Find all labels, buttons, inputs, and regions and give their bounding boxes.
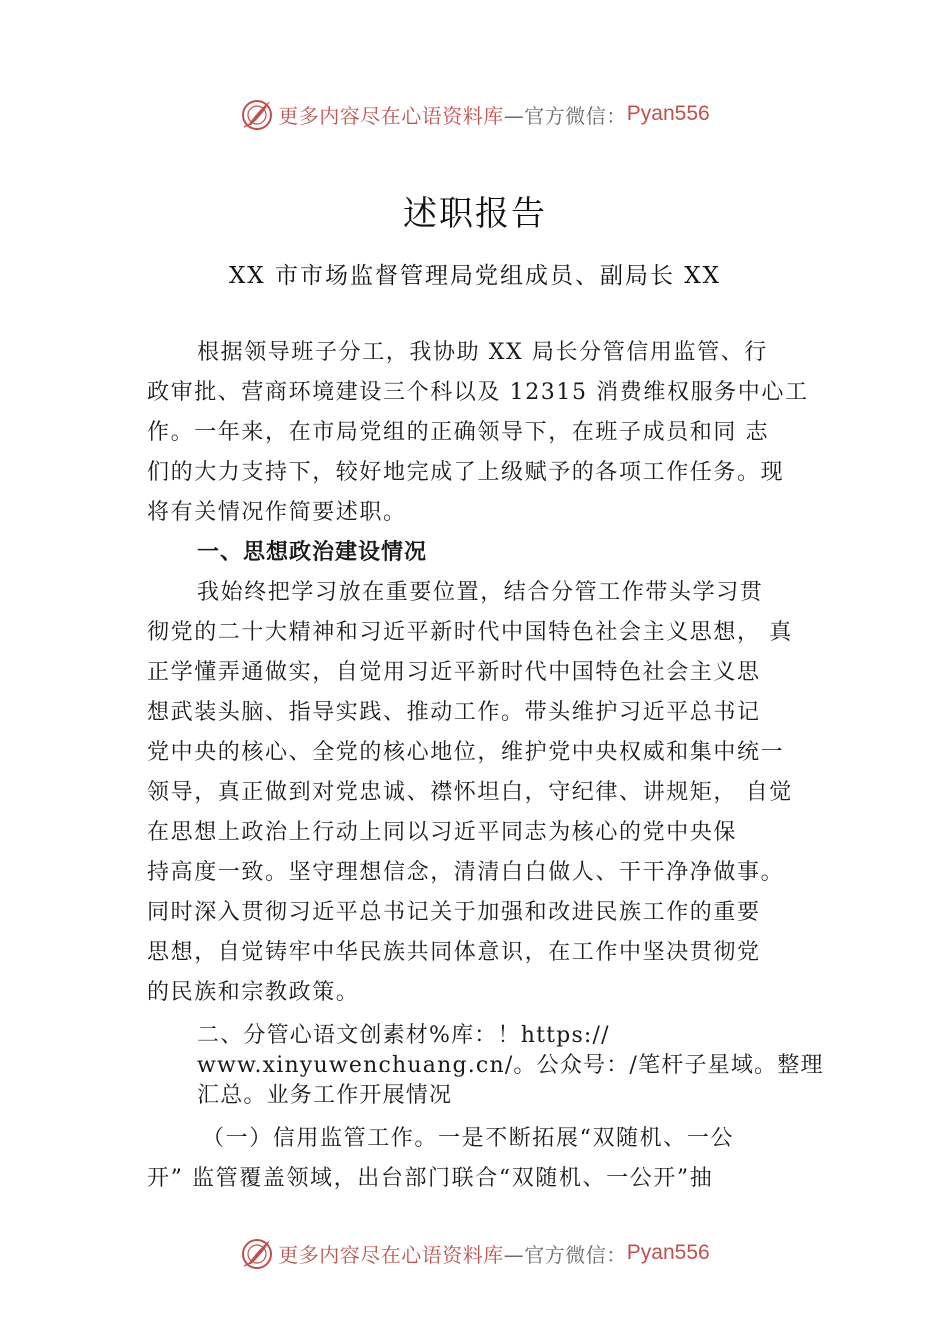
section-heading-2 [147, 1021, 832, 1111]
paragraph-line: 在思想上政治上行动上同以习近平同志为核心的党中央保 [147, 820, 738, 845]
paragraph-line: 同时深入贯彻习近平总书记关于加强和改进民族工作的重要 [147, 900, 761, 925]
paragraph-political [147, 573, 832, 1013]
watermark-separator-text: —官方微信： [503, 1242, 627, 1267]
paragraph-line: 政审批、营商环境建设三个科以及 12315 消费维权服务中心工 [147, 380, 809, 405]
paragraph-line: 作。一年来，在市局党组的正确领导下，在班子成员和同 志 [147, 420, 770, 445]
watermark-wechat-id: Pyan556 [626, 102, 710, 125]
paragraph-line: 开” 监管覆盖领域，出台部门联合“双随机、一公开”抽 [147, 1166, 714, 1191]
watermark-brand-text: 更多内容尽在心语资料库 [278, 1242, 504, 1267]
paragraph-line: 思想，自觉铸牢中华民族共同体意识，在工作中坚决贯彻党 [147, 940, 761, 965]
paragraph-credit-supervision [147, 1119, 832, 1199]
watermark-brand-text: 更多内容尽在心语资料库 [278, 103, 504, 128]
document-title: 述职报告 [403, 194, 547, 234]
paragraph-line: 正学懂弄通做实，自觉用习近平新时代中国特色社会主义思 [147, 660, 761, 685]
quill-logo-icon [240, 1236, 274, 1270]
paragraph-line: 的民族和宗教政策。 [147, 980, 360, 1005]
paragraph-line: 党中央的核心、全党的核心地位，维护党中央权威和集中统一 [147, 740, 785, 765]
section-heading-1: 一、思想政治建设情况 [197, 540, 428, 565]
paragraph-line: 将有关情况作简要述职。 [147, 500, 407, 525]
paragraph-line: （一）信用监管工作。一是不断拓展“双随机、一公 [202, 1126, 735, 1151]
paragraph-intro [147, 333, 832, 533]
heading-line: 汇总。业务工作开展情况 [197, 1083, 453, 1108]
paragraph-line: 我始终把学习放在重要位置，结合分管工作带头学习贯 [197, 580, 764, 605]
paragraph-line: 领导，真正做到对党忠诚、襟怀坦白，守纪律、讲规矩， 自觉 [147, 780, 793, 805]
watermark-separator-text: —官方微信： [503, 103, 627, 128]
footer-watermark [0, 1233, 950, 1273]
paragraph-line: 彻党的二十大精神和习近平新时代中国特色社会主义思想， 真 [147, 620, 793, 645]
quill-logo-icon [240, 97, 274, 131]
heading-line: 二、分管心语文创素材%库：！https:// [197, 1023, 610, 1048]
paragraph-line: 根据领导班子分工，我协助 XX 局长分管信用监管、行 [197, 340, 768, 365]
paragraph-line: 持高度一致。坚守理想信念，清清白白做人、干干净净做事。 [147, 860, 785, 885]
heading-line: www.xinyuwenchuang.cn/。公众号：/笔杆子星域。整理 [197, 1053, 824, 1078]
paragraph-line: 想武装头脑、指导实践、推动工作。带头维护习近平总书记 [147, 700, 761, 725]
document-body [147, 333, 832, 1199]
paragraph-line: 们的大力支持下，较好地完成了上级赋予的各项工作任务。现 [147, 460, 785, 485]
document-subtitle: XX 市市场监督管理局党组成员、副局长 XX [228, 263, 722, 289]
watermark-wechat-id: Pyan556 [626, 1241, 710, 1264]
header-watermark [0, 94, 950, 134]
